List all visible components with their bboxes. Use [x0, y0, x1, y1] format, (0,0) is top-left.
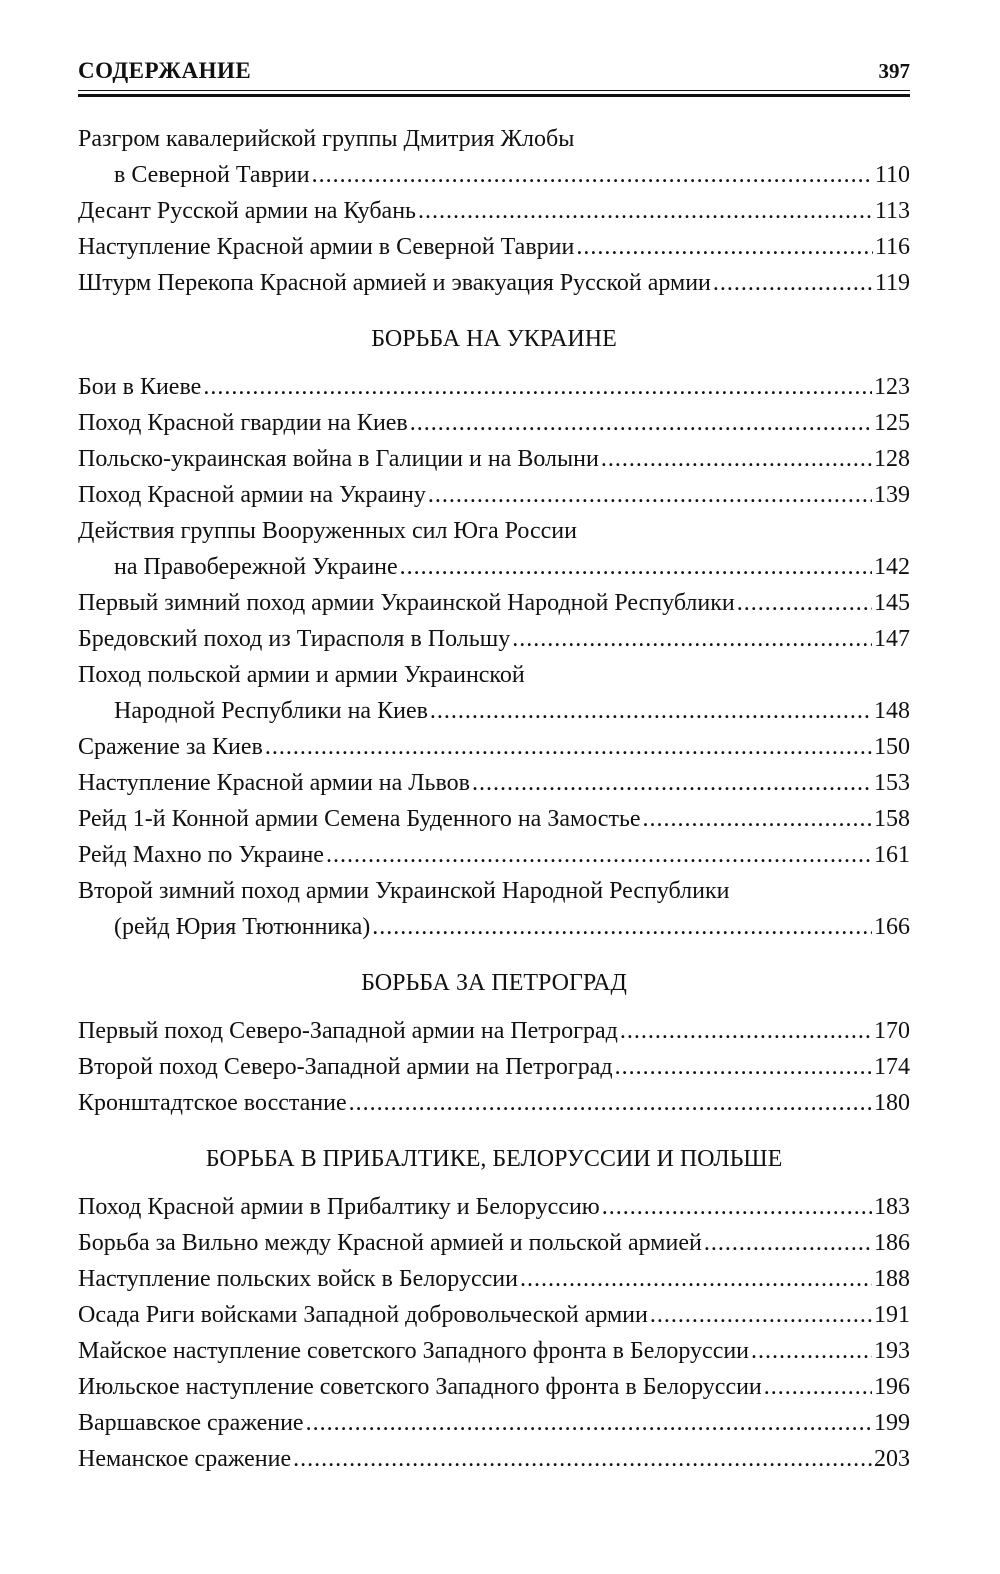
entry-title: Июльское наступление советского Западного фронта в Белоруссии: [78, 1374, 762, 1400]
leader-dots: [643, 801, 872, 837]
entry-row: [78, 193, 910, 229]
entry-row: [78, 1225, 910, 1261]
entry-page-number: 180: [874, 1090, 910, 1116]
entry-page-number: 203: [874, 1446, 910, 1472]
entry-page-number: 125: [874, 410, 910, 436]
entry-row: [78, 1405, 910, 1441]
entry-page-number: 128: [874, 446, 910, 472]
toc-entry: [78, 1085, 910, 1121]
entry-title: Первый зимний поход армии Украинской Народной Республики: [78, 590, 735, 616]
toc-entry: [78, 441, 910, 477]
entry-title: на Правобережной Украине: [114, 554, 398, 580]
entry-page-number: 188: [874, 1266, 910, 1292]
entry-title: в Северной Таврии: [114, 162, 310, 188]
entry-row: [78, 229, 910, 265]
entry-title: Бредовский поход из Тирасполя в Польшу: [78, 626, 511, 652]
entry-row: [78, 1261, 910, 1297]
page-number: 397: [878, 59, 910, 83]
leader-dots: [602, 1189, 872, 1225]
entry-title: Поход Красной гвардии на Киев: [78, 410, 408, 436]
toc-section: [78, 965, 910, 1121]
entry-row: [78, 801, 910, 837]
entry-page-number: 174: [874, 1054, 910, 1080]
entry-title: Рейд 1-й Конной армии Семена Буденного на Замостье: [78, 806, 641, 832]
toc-entry: [78, 837, 910, 873]
entry-row: [78, 765, 910, 801]
entry-title: Наступление польских войск в Белоруссии: [78, 1266, 518, 1292]
leader-dots: [306, 1405, 872, 1441]
entry-page-number: 113: [874, 198, 910, 224]
entry-row: [78, 1049, 910, 1085]
leader-dots: [764, 1369, 872, 1405]
toc-entry: [78, 1261, 910, 1297]
leader-dots: [737, 585, 872, 621]
toc-entry: [78, 801, 910, 837]
toc-entry: [78, 729, 910, 765]
entry-row: [78, 1369, 910, 1405]
toc-entry: [78, 369, 910, 405]
leader-dots: [410, 405, 872, 441]
leader-dots: [615, 1049, 872, 1085]
running-header: [78, 58, 910, 90]
entry-row: [78, 265, 910, 301]
leader-dots: [326, 837, 872, 873]
entry-page-number: 119: [874, 270, 910, 296]
toc-section: [78, 1141, 910, 1477]
entry-row: [78, 585, 910, 621]
toc-entry: [78, 1225, 910, 1261]
entry-page-number: 148: [874, 698, 910, 724]
leader-dots: [512, 621, 872, 657]
entry-page-number: 142: [874, 554, 910, 580]
toc-entry: [78, 1013, 910, 1049]
leader-dots: [650, 1297, 872, 1333]
entry-title-line: Второй зимний поход армии Украинской Народной Республики: [78, 878, 730, 904]
entry-row: [78, 909, 910, 945]
entry-title: Борьба за Вильно между Красной армией и польской армией: [78, 1230, 702, 1256]
entry-row: [78, 693, 910, 729]
entry-row: [78, 837, 910, 873]
entry-page-number: 166: [874, 914, 910, 940]
entry-title: Народной Республики на Киев: [114, 698, 428, 724]
entry-page-number: 193: [874, 1338, 910, 1364]
toc-entry: [78, 1297, 910, 1333]
toc-entry: [78, 657, 910, 729]
entry-row: [78, 405, 910, 441]
entry-page-number: 145: [874, 590, 910, 616]
toc-section: [78, 321, 910, 945]
entry-title-line: Разгром кавалерийской группы Дмитрия Жлобы: [78, 126, 575, 152]
entry-row: [78, 729, 910, 765]
entry-row: [78, 157, 910, 193]
section-title: БОРЬБА НА УКРАИНЕ: [371, 326, 617, 352]
entry-title: Польско-украинская война в Галиции и на Волыни: [78, 446, 599, 472]
entry-row: [78, 477, 910, 513]
toc-entry: [78, 873, 910, 945]
toc-entry: [78, 405, 910, 441]
entry-row: [78, 1085, 910, 1121]
entry-title-line: Поход польской армии и армии Украинской: [78, 662, 525, 688]
leader-dots: [400, 549, 872, 585]
entry-page-number: 116: [874, 234, 910, 260]
leader-dots: [293, 1441, 872, 1477]
header-rule-thin: [78, 90, 910, 91]
entry-title: Наступление Красной армии на Львов: [78, 770, 471, 796]
entry-page-number: 158: [874, 806, 910, 832]
entry-page-number: 191: [874, 1302, 910, 1328]
section-title: БОРЬБА В ПРИБАЛТИКЕ, БЕЛОРУССИИ И ПОЛЬШЕ: [205, 1146, 783, 1172]
toc-entry: [78, 585, 910, 621]
entry-page-number: 199: [874, 1410, 910, 1436]
toc-entry: [78, 621, 910, 657]
leader-dots: [372, 909, 872, 945]
entry-page-number: 123: [874, 374, 910, 400]
entry-title: Десант Русской армии на Кубань: [78, 198, 416, 224]
entry-row: [78, 549, 910, 585]
entry-row: [78, 1441, 910, 1477]
running-title: СОДЕРЖАНИЕ: [78, 58, 252, 83]
entry-page-number: 153: [874, 770, 910, 796]
leader-dots: [312, 157, 873, 193]
entry-title: Осада Риги войсками Западной добровольческой армии: [78, 1302, 648, 1328]
leader-dots: [428, 477, 872, 513]
toc-page: [78, 58, 910, 1477]
entry-page-number: 147: [874, 626, 910, 652]
entry-page-number: 196: [874, 1374, 910, 1400]
entry-row: [78, 1189, 910, 1225]
entry-title: Наступление Красной армии в Северной Таврии: [78, 234, 575, 260]
section-title: БОРЬБА ЗА ПЕТРОГРАД: [361, 970, 627, 996]
entry-row: [78, 441, 910, 477]
entry-title-line: Действия группы Вооруженных сил Юга России: [78, 518, 577, 544]
toc-entry: [78, 1405, 910, 1441]
leader-dots: [265, 729, 872, 765]
entry-row: [78, 621, 910, 657]
entry-row: [78, 1333, 910, 1369]
toc-entry: [78, 1369, 910, 1405]
entry-title: Рейд Махно по Украине: [78, 842, 324, 868]
entry-page-number: 139: [874, 482, 910, 508]
entry-title: Кронштадтское восстание: [78, 1090, 347, 1116]
entry-title: Сражение за Киев: [78, 734, 263, 760]
toc-entry: [78, 121, 910, 193]
toc-entry: [78, 229, 910, 265]
toc-entry: [78, 193, 910, 229]
entry-title: Штурм Перекопа Красной армией и эвакуация Русской армии: [78, 270, 711, 296]
table-of-contents: [78, 121, 910, 1477]
entry-page-number: 186: [874, 1230, 910, 1256]
leader-dots: [203, 369, 872, 405]
entry-title: Неманское сражение: [78, 1446, 292, 1472]
leader-dots: [601, 441, 872, 477]
entry-title: (рейд Юрия Тютюнника): [114, 914, 371, 940]
entry-title: Первый поход Северо-Западной армии на Петроград: [78, 1018, 618, 1044]
toc-entry: [78, 513, 910, 585]
entry-page-number: 161: [874, 842, 910, 868]
entry-page-number: 150: [874, 734, 910, 760]
toc-entry: [78, 1441, 910, 1477]
entry-title: Майское наступление советского Западного фронта в Белоруссии: [78, 1338, 750, 1364]
toc-entry: [78, 477, 910, 513]
entry-page-number: 183: [874, 1194, 910, 1220]
entry-row: [78, 1297, 910, 1333]
toc-entry: [78, 1189, 910, 1225]
entry-page-number: 170: [874, 1018, 910, 1044]
leader-dots: [418, 193, 873, 229]
toc-entry: [78, 1333, 910, 1369]
leader-dots: [620, 1013, 872, 1049]
leader-dots: [713, 265, 873, 301]
leader-dots: [430, 693, 872, 729]
leader-dots: [520, 1261, 872, 1297]
entry-title: Бои в Киеве: [78, 374, 202, 400]
leader-dots: [472, 765, 872, 801]
entry-title: Варшавское сражение: [78, 1410, 304, 1436]
entry-row: [78, 369, 910, 405]
toc-section: [78, 121, 910, 301]
leader-dots: [349, 1085, 872, 1121]
leader-dots: [576, 229, 873, 265]
header-rule-thick: [78, 94, 910, 97]
leader-dots: [704, 1225, 872, 1261]
entry-title: Поход Красной армии в Прибалтику и Белоруссию: [78, 1194, 600, 1220]
toc-entry: [78, 765, 910, 801]
leader-dots: [751, 1333, 872, 1369]
entry-title: Поход Красной армии на Украину: [78, 482, 426, 508]
toc-entry: [78, 1049, 910, 1085]
toc-entry: [78, 265, 910, 301]
entry-row: [78, 1013, 910, 1049]
entry-title: Второй поход Северо-Западной армии на Петроград: [78, 1054, 613, 1080]
entry-page-number: 110: [874, 162, 910, 188]
